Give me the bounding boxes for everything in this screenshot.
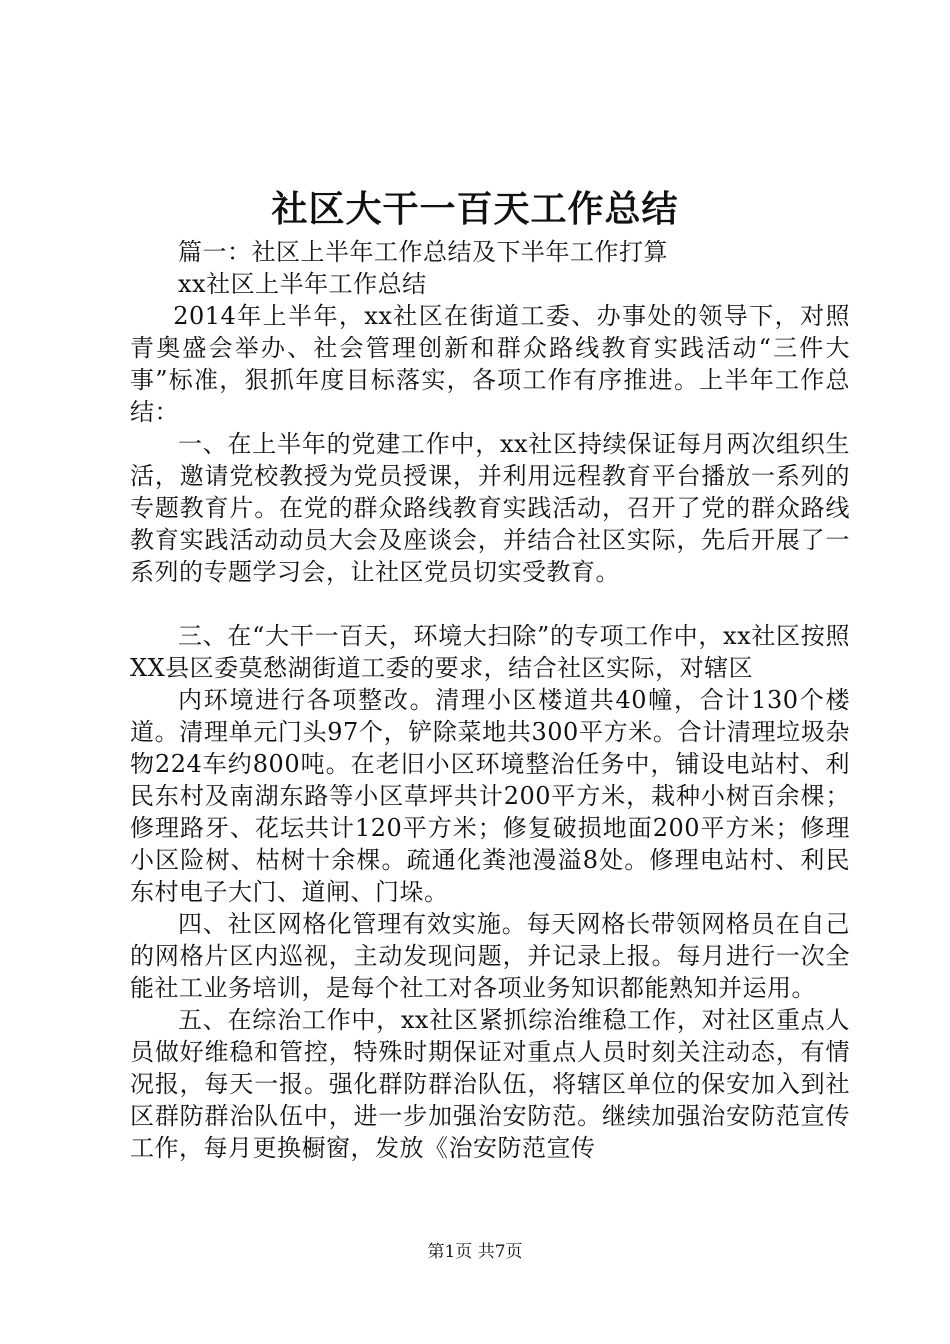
paragraph-party-building: 一、在上半年的党建工作中，xx社区持续保证每月两次组织生活，邀请党校教授为党员授课，并利用远程教育平台播放一系列的专题教育片。在党的群众路线教育实践活动，召开了党的群众路线教育实践活动动员大会及座谈会，并结合社区实际，先后开展了一系列的专题学习会，让社区党员切实受教育。 [130, 430, 850, 586]
paragraph-section-heading: 篇一：社区上半年工作总结及下半年工作打算 [178, 238, 668, 266]
paragraph-gap [130, 588, 850, 620]
paragraph-environment-rectification: 内环境进行各项整改。清理小区楼道共40幢，合计130个楼道。清理单元门头97个，铲除菜地共300平方米。合计清理垃圾杂物224车约800吨。在老旧小区环境整治任务中，铺设电站村、利民东村及南湖东路等小区草坪共计200平方米，栽种小树百余棵；修理路牙、花坛共计120平方米；修复破损地面200平方米；修理小区险树、枯树十余棵。疏通化粪池漫溢8处。修理电站村、利民东村电子大门、道闸、门垛。 [130, 686, 850, 906]
paragraph-cleanup-campaign: 三、在“大干一百天，环境大扫除”的专项工作中，xx社区按照XX县区委莫愁湖街道工委的要求，结合社区实际，对辖区 [130, 622, 850, 682]
document-body [130, 236, 850, 1164]
paragraph-subtitle: xx社区上半年工作总结 [178, 270, 427, 298]
page-number-footer: 第1页 共7页 [427, 1242, 523, 1262]
paragraph-public-security: 五、在综治工作中，xx社区紧抓综治维稳工作，对社区重点人员做好维稳和管控，特殊时期保证对重点人员时刻关注动态，有情况报，每天一报。强化群防群治队伍，将辖区单位的保安加入到社区群防群治队伍中，进一步加强治安防范。继续加强治安防范宣传工作，每月更换橱窗，发放《治安防范宣传 [130, 1006, 850, 1162]
document-title: 社区大干一百天工作总结 [271, 188, 679, 230]
paragraph-grid-management: 四、社区网格化管理有效实施。每天网格长带领网格员在自己的网格片区内巡视，主动发现问题，并记录上报。每月进行一次全能社工业务培训，是每个社工对各项业务知识都能熟知并运用。 [130, 910, 850, 1002]
paragraph-intro: 2014年上半年，xx社区在街道工委、办事处的领导下，对照青奥盛会举办、社会管理创新和群众路线教育实践活动“三件大事”标准，狠抓年度目标落实，各项工作有序推进。上半年工作总结： [130, 302, 850, 426]
